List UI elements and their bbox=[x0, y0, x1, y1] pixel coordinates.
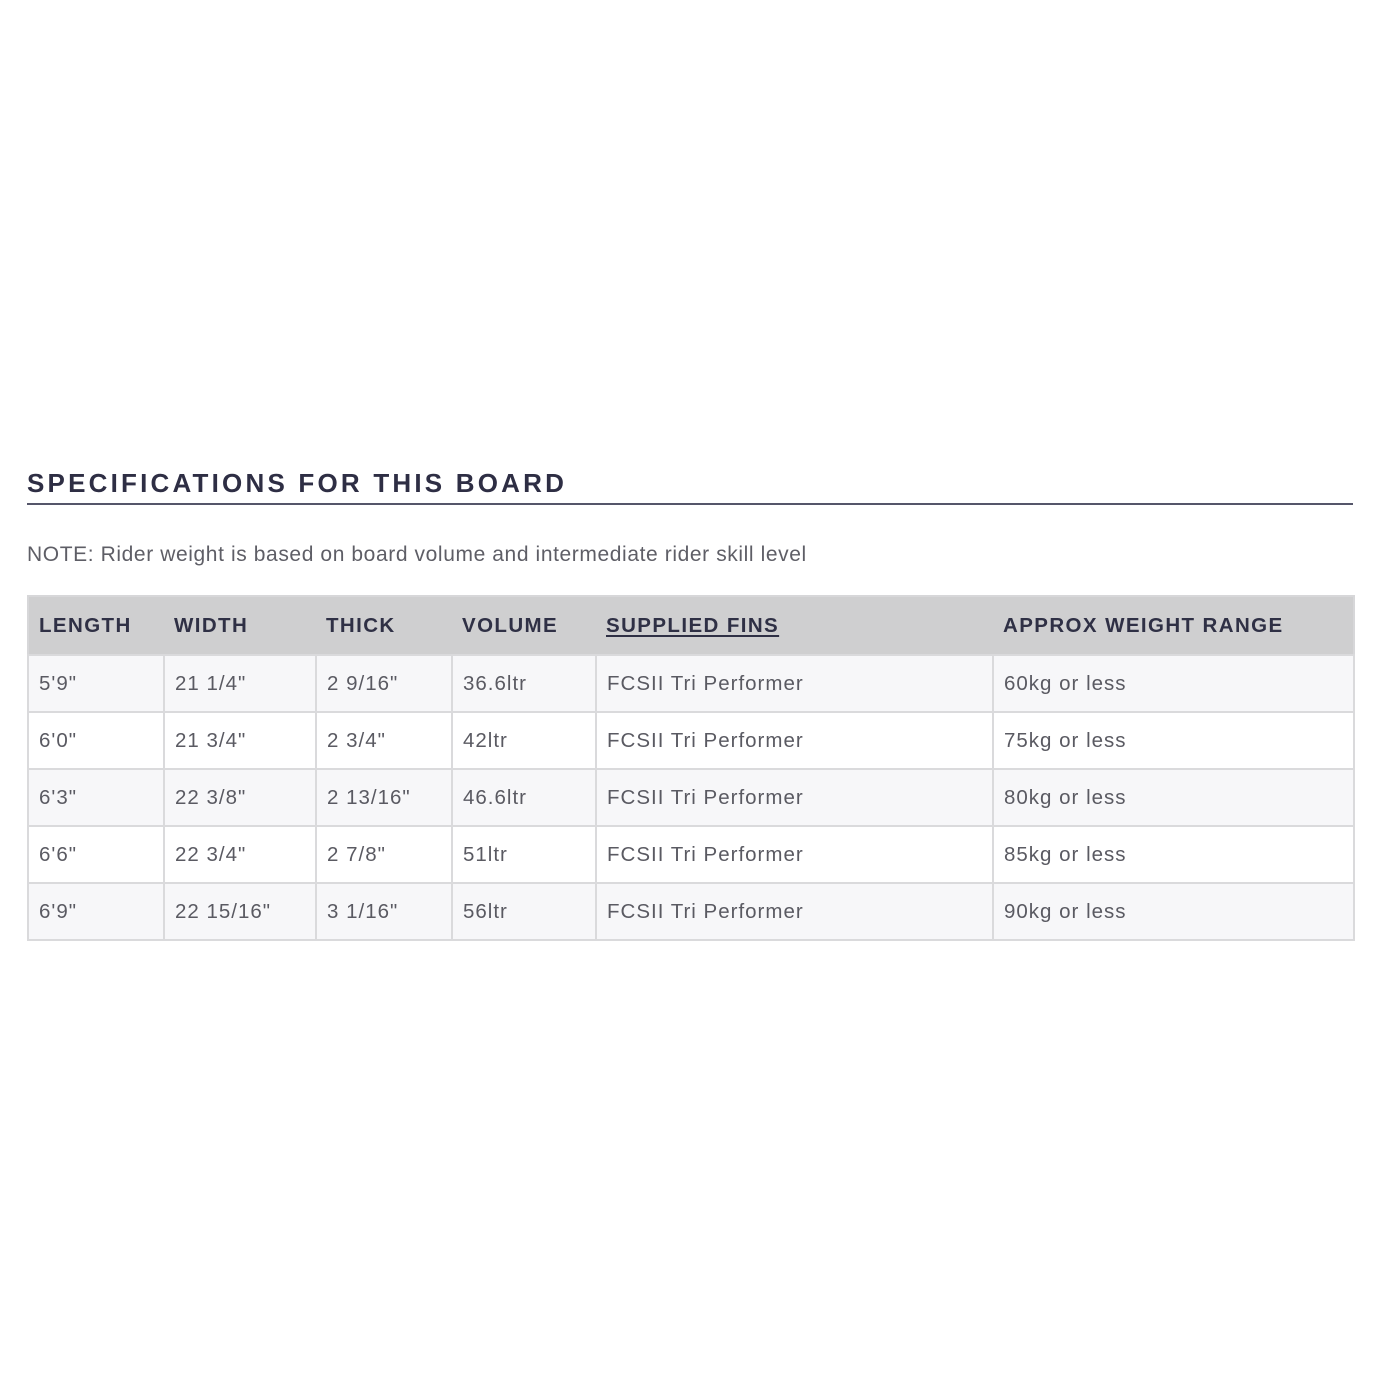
cell-fins: FCSII Tri Performer bbox=[596, 712, 993, 769]
section-title: SPECIFICATIONS FOR THIS BOARD bbox=[27, 468, 568, 498]
header-weight-range: APPROX WEIGHT RANGE bbox=[993, 596, 1354, 655]
cell-thick: 2 3/4" bbox=[316, 712, 452, 769]
cell-fins: FCSII Tri Performer bbox=[596, 769, 993, 826]
header-length: LENGTH bbox=[28, 596, 164, 655]
cell-volume: 51ltr bbox=[452, 826, 596, 883]
table-row bbox=[28, 712, 1354, 769]
cell-width: 21 1/4" bbox=[164, 655, 316, 712]
specifications-section bbox=[27, 464, 1353, 941]
header-width: WIDTH bbox=[164, 596, 316, 655]
cell-length: 6'9" bbox=[28, 883, 164, 940]
table-row bbox=[28, 769, 1354, 826]
header-supplied-fins bbox=[596, 596, 993, 655]
cell-width: 21 3/4" bbox=[164, 712, 316, 769]
cell-thick: 3 1/16" bbox=[316, 883, 452, 940]
rider-weight-note: NOTE: Rider weight is based on board volume and intermediate rider skill level bbox=[27, 543, 807, 566]
cell-length: 6'6" bbox=[28, 826, 164, 883]
cell-thick: 2 7/8" bbox=[316, 826, 452, 883]
cell-length: 5'9" bbox=[28, 655, 164, 712]
title-divider bbox=[27, 503, 1353, 505]
cell-volume: 46.6ltr bbox=[452, 769, 596, 826]
cell-thick: 2 9/16" bbox=[316, 655, 452, 712]
header-volume: VOLUME bbox=[452, 596, 596, 655]
cell-length: 6'0" bbox=[28, 712, 164, 769]
cell-fins: FCSII Tri Performer bbox=[596, 826, 993, 883]
cell-weight: 75kg or less bbox=[993, 712, 1354, 769]
cell-weight: 60kg or less bbox=[993, 655, 1354, 712]
supplied-fins-link[interactable]: SUPPLIED FINS bbox=[606, 613, 780, 637]
cell-width: 22 3/8" bbox=[164, 769, 316, 826]
cell-weight: 80kg or less bbox=[993, 769, 1354, 826]
cell-weight: 90kg or less bbox=[993, 883, 1354, 940]
table-row bbox=[28, 883, 1354, 940]
table-row bbox=[28, 826, 1354, 883]
cell-width: 22 3/4" bbox=[164, 826, 316, 883]
table-row bbox=[28, 655, 1354, 712]
cell-thick: 2 13/16" bbox=[316, 769, 452, 826]
table-header-row bbox=[28, 596, 1354, 655]
cell-volume: 42ltr bbox=[452, 712, 596, 769]
header-thick: THICK bbox=[316, 596, 452, 655]
cell-volume: 56ltr bbox=[452, 883, 596, 940]
cell-fins: FCSII Tri Performer bbox=[596, 655, 993, 712]
cell-length: 6'3" bbox=[28, 769, 164, 826]
cell-weight: 85kg or less bbox=[993, 826, 1354, 883]
specifications-table bbox=[27, 595, 1355, 941]
cell-fins: FCSII Tri Performer bbox=[596, 883, 993, 940]
table-body bbox=[28, 655, 1354, 940]
cell-width: 22 15/16" bbox=[164, 883, 316, 940]
cell-volume: 36.6ltr bbox=[452, 655, 596, 712]
